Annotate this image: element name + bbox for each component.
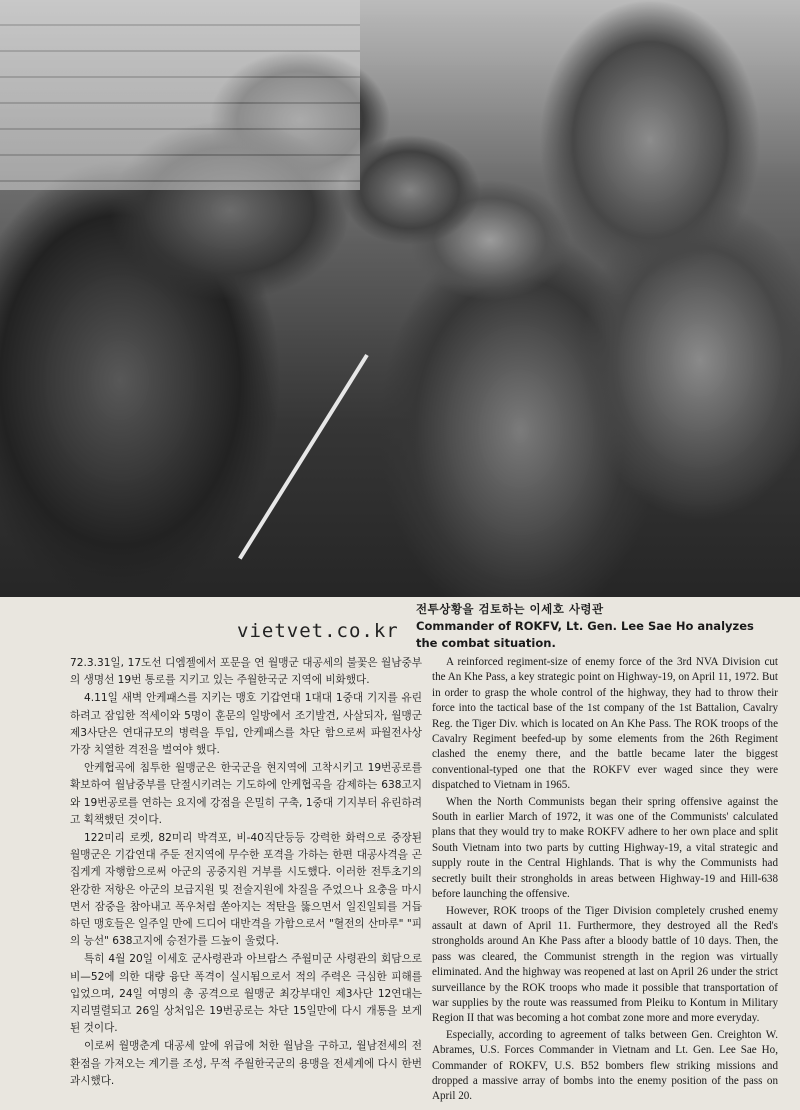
english-article-column bbox=[432, 655, 778, 1106]
caption-korean: 전투상황을 검토하는 이세호 사령관 bbox=[416, 602, 604, 616]
site-watermark: vietvet.co.kr bbox=[237, 620, 399, 642]
caption-english: Commander of ROKFV, Lt. Gen. Lee Sae Ho analyzes the combat situation. bbox=[416, 619, 754, 650]
korean-paragraph: 4.11일 새벽 안케패스를 지키는 맹호 기갑연대 1대대 1중대 기지를 유린하려고 잠입한 적세이와 5명이 훈문의 일방에서 조기발견, 사살되자, 월맹군 제3사단은 연대규모의 병력을 투입, 안케패스를 차단 함으로써 파월전사상 가장 치열한 격전을 벌여야 했다. bbox=[70, 692, 422, 757]
english-paragraph: However, ROK troops of the Tiger Division completely crushed enemy assault at dawn of April 11. Furthermore, they destroyed all the Red's strongholds around An Khe Pass after a bloody battle of 10 days. Then, the pass was cleared, the Communist strength in the region was virtually eliminated. And the highway was reopened at last on April 26 under the strict surveillance by the ROK troops who made it possible that transportation of war supplies by the route was reassumed from Pleiku to Kontum in Military Region II that was becoming a hot combat zone more and more everyday. bbox=[432, 904, 778, 1025]
korean-paragraph: 122미리 로켓, 82미리 박격포, 비-40직단등등 강력한 화력으로 중장된 월맹군은 기갑연대 주둔 전지역에 무수한 포격을 가하는 한편 대공사격을 곤집게게 자행함으로써 아군의 공중지원 거부를 시도했다. 이러한 전투초기의 완강한 저항은 아군의 보급지원 및 전술지원에 차질을 주었으나 요충을 마시면서 잠중을 참아내고 폭우처럼 쏟아지는 적탄을 뚫으면서 일진일퇴를 거듭하던 맹호들은 일주일 만에 드디어 대반격을 가함으로서 "혈전의 산마루" "피의 능선" 638고지에 승전가를 드높이 울렸다. bbox=[70, 832, 422, 948]
korean-paragraph: 특히 4월 20일 이세호 군사령관과 아브람스 주월미군 사령관의 회담으로 비—52에 의한 대량 융단 폭격이 실시됨으로서 적의 주력은 극심한 피해를 입었으며, 24일 여명의 총 공격으로 월맹군 최강부대인 제3사단 12연대는 지리멸렬되고 26일 상처입은 19번공로는 차단 15일만에 다시 개통을 보게 된 것이다. bbox=[70, 953, 422, 1035]
english-paragraph: Especially, according to agreement of talks between Gen. Creighton W. Abrames, U.S. Forces Commander in Vietnam and Lt. Gen. Lee Sae Ho, Commander of ROKFV, U.S. B52 bombers flew striking missions and dropped a massive array of bombs into the enemy position of the pass on April 20. bbox=[432, 1028, 778, 1103]
korean-paragraph: 72.3.31일, 17도선 디엠젤에서 포문을 연 월맹군 대공세의 불꽃은 월남중부의 생명선 19번 통로를 지키고 있는 주월한국군 지역에 비화했다. bbox=[70, 657, 422, 687]
photo-wall-background bbox=[0, 0, 360, 190]
korean-paragraph: 이로써 월맹춘계 대공세 앞에 위급에 처한 월남을 구하고, 월남전세의 전환점을 가져오는 계기를 조성, 무적 주월한국군의 용맹을 전세계에 다시 한번 과시했다. bbox=[70, 1040, 422, 1087]
photo-map-pointer bbox=[238, 354, 369, 560]
korean-paragraph: 안케협곡에 침투한 월맹군은 한국군을 현지역에 고착시키고 19번공로를 확보하여 월남중부를 단절시키려는 기도하에 안케협곡을 감제하는 638고지와 19번공로를 연하는 요지에 강점을 은밀히 구축, 1중대 기지부터 유린하려고 획책했던 것이다. bbox=[70, 762, 422, 826]
photo-caption bbox=[416, 601, 776, 652]
english-paragraph: A reinforced regiment-size of enemy force of the 3rd NVA Division cut the An Khe Pass, a key strategic point on Highway-19, on April 11, 1972. But in order to grasp the whole control of the highway, they had to throw their force into the tactical base of the 1st company of the 1st Battalion, Cavalry Reg. the Tiger Div. which is located on An Khe Pass. The ROK troops of the Cavalry Regiment beefed-up by some elements from the 26th Regiment clashed the enemy there, and the battle became later the biggest conventional-typed one that the ROKFV ever waged since they were dispatched to Vietnam in 1965. bbox=[432, 656, 778, 792]
english-paragraph: When the North Communists began their spring offensive against the South in earlier March of 1972, it was one of the Communists' calculated plans that they would try to make ROKFV adhere to her own place and split South Vietnam into two parts by cutting Highway-19, a vital strategic and supply route in the Central Highlands. That is why the Communists had secretly built their strongholds in areas between Highway-19 and Hill-638 before launching the offensive. bbox=[432, 795, 778, 901]
korean-article-column bbox=[70, 655, 422, 1091]
